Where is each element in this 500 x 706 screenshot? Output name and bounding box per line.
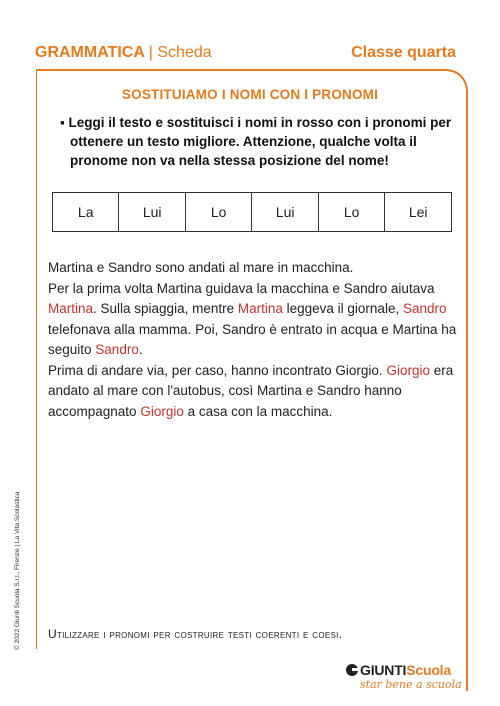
text-span: Per la prima volta Martina guidava la macchina e Sandro aiutava <box>48 280 435 296</box>
copyright-text: © 2022 Giunti Scuola S.r.l., Firenze | La Vita Scolastica <box>14 491 21 650</box>
red-noun: Giorgio <box>140 403 184 419</box>
paragraph-2 <box>48 279 458 361</box>
table-row <box>53 193 452 232</box>
sheet-type-label: Scheda <box>157 44 212 61</box>
pronoun-cell: Lo <box>318 193 384 232</box>
footer-note: Utilizzare i pronomi per costruire testi coerenti e coesi. <box>48 627 343 641</box>
red-noun: Sandro <box>95 342 139 357</box>
giunti-g-icon <box>346 664 358 676</box>
text-span: telefonava alla mamma. Poi, Sandro è entrato in acqua e Martina ha seguito <box>48 321 457 357</box>
text-span: a casa con la macchina. <box>183 403 333 419</box>
paragraph-1: Martina e Sandro sono andati al mare in macchina. <box>48 260 354 275</box>
page-title: SOSTITUIAMO I NOMI CON I PRONOMI <box>121 87 379 102</box>
pronoun-cell: Lei <box>385 193 452 232</box>
instruction-text: ▪ Leggi il testo e sostituisci i nomi in rosso con i pronomi per ottenere un testo migliore. Attenzione, qualche volta il pronome non va nella stessa posizione del nome! <box>60 115 452 168</box>
pronoun-cell: Lo <box>185 193 251 232</box>
grade-label: Classe quarta <box>351 44 456 61</box>
header-separator: | <box>148 44 153 61</box>
logo-brand-suffix: Scuola <box>406 662 451 678</box>
pronoun-cell: Lui <box>252 193 319 232</box>
publisher-logo <box>346 662 462 691</box>
pronoun-cell: Lui <box>119 193 186 232</box>
logo-brand <box>346 662 462 678</box>
text-span: Prima di andare via, per caso, hanno incontrato Giorgio. <box>48 362 387 378</box>
red-noun: Martina <box>48 301 94 316</box>
section-label: GRAMMATICA <box>35 44 145 61</box>
pronoun-table <box>52 192 452 232</box>
text-span: . Sulla spiaggia, mentre <box>93 301 238 316</box>
header-section <box>35 44 212 62</box>
text-span: era andato al mare con l'autobus, così Martina e Sandro hanno accompagnato <box>48 362 454 419</box>
red-noun: Giorgio <box>386 362 430 378</box>
page-frame-left <box>36 69 37 649</box>
logo-tagline: star bene a scuola <box>360 678 462 691</box>
paragraph-3 <box>48 361 458 423</box>
exercise-text <box>48 258 458 422</box>
logo-brand-name: GIUNTI <box>360 662 407 678</box>
pronoun-cell: La <box>53 193 119 232</box>
text-span: leggeva il giornale, <box>282 301 403 316</box>
red-noun: Sandro <box>402 301 447 316</box>
red-noun: Martina <box>237 301 283 316</box>
text-span: . <box>138 342 143 357</box>
